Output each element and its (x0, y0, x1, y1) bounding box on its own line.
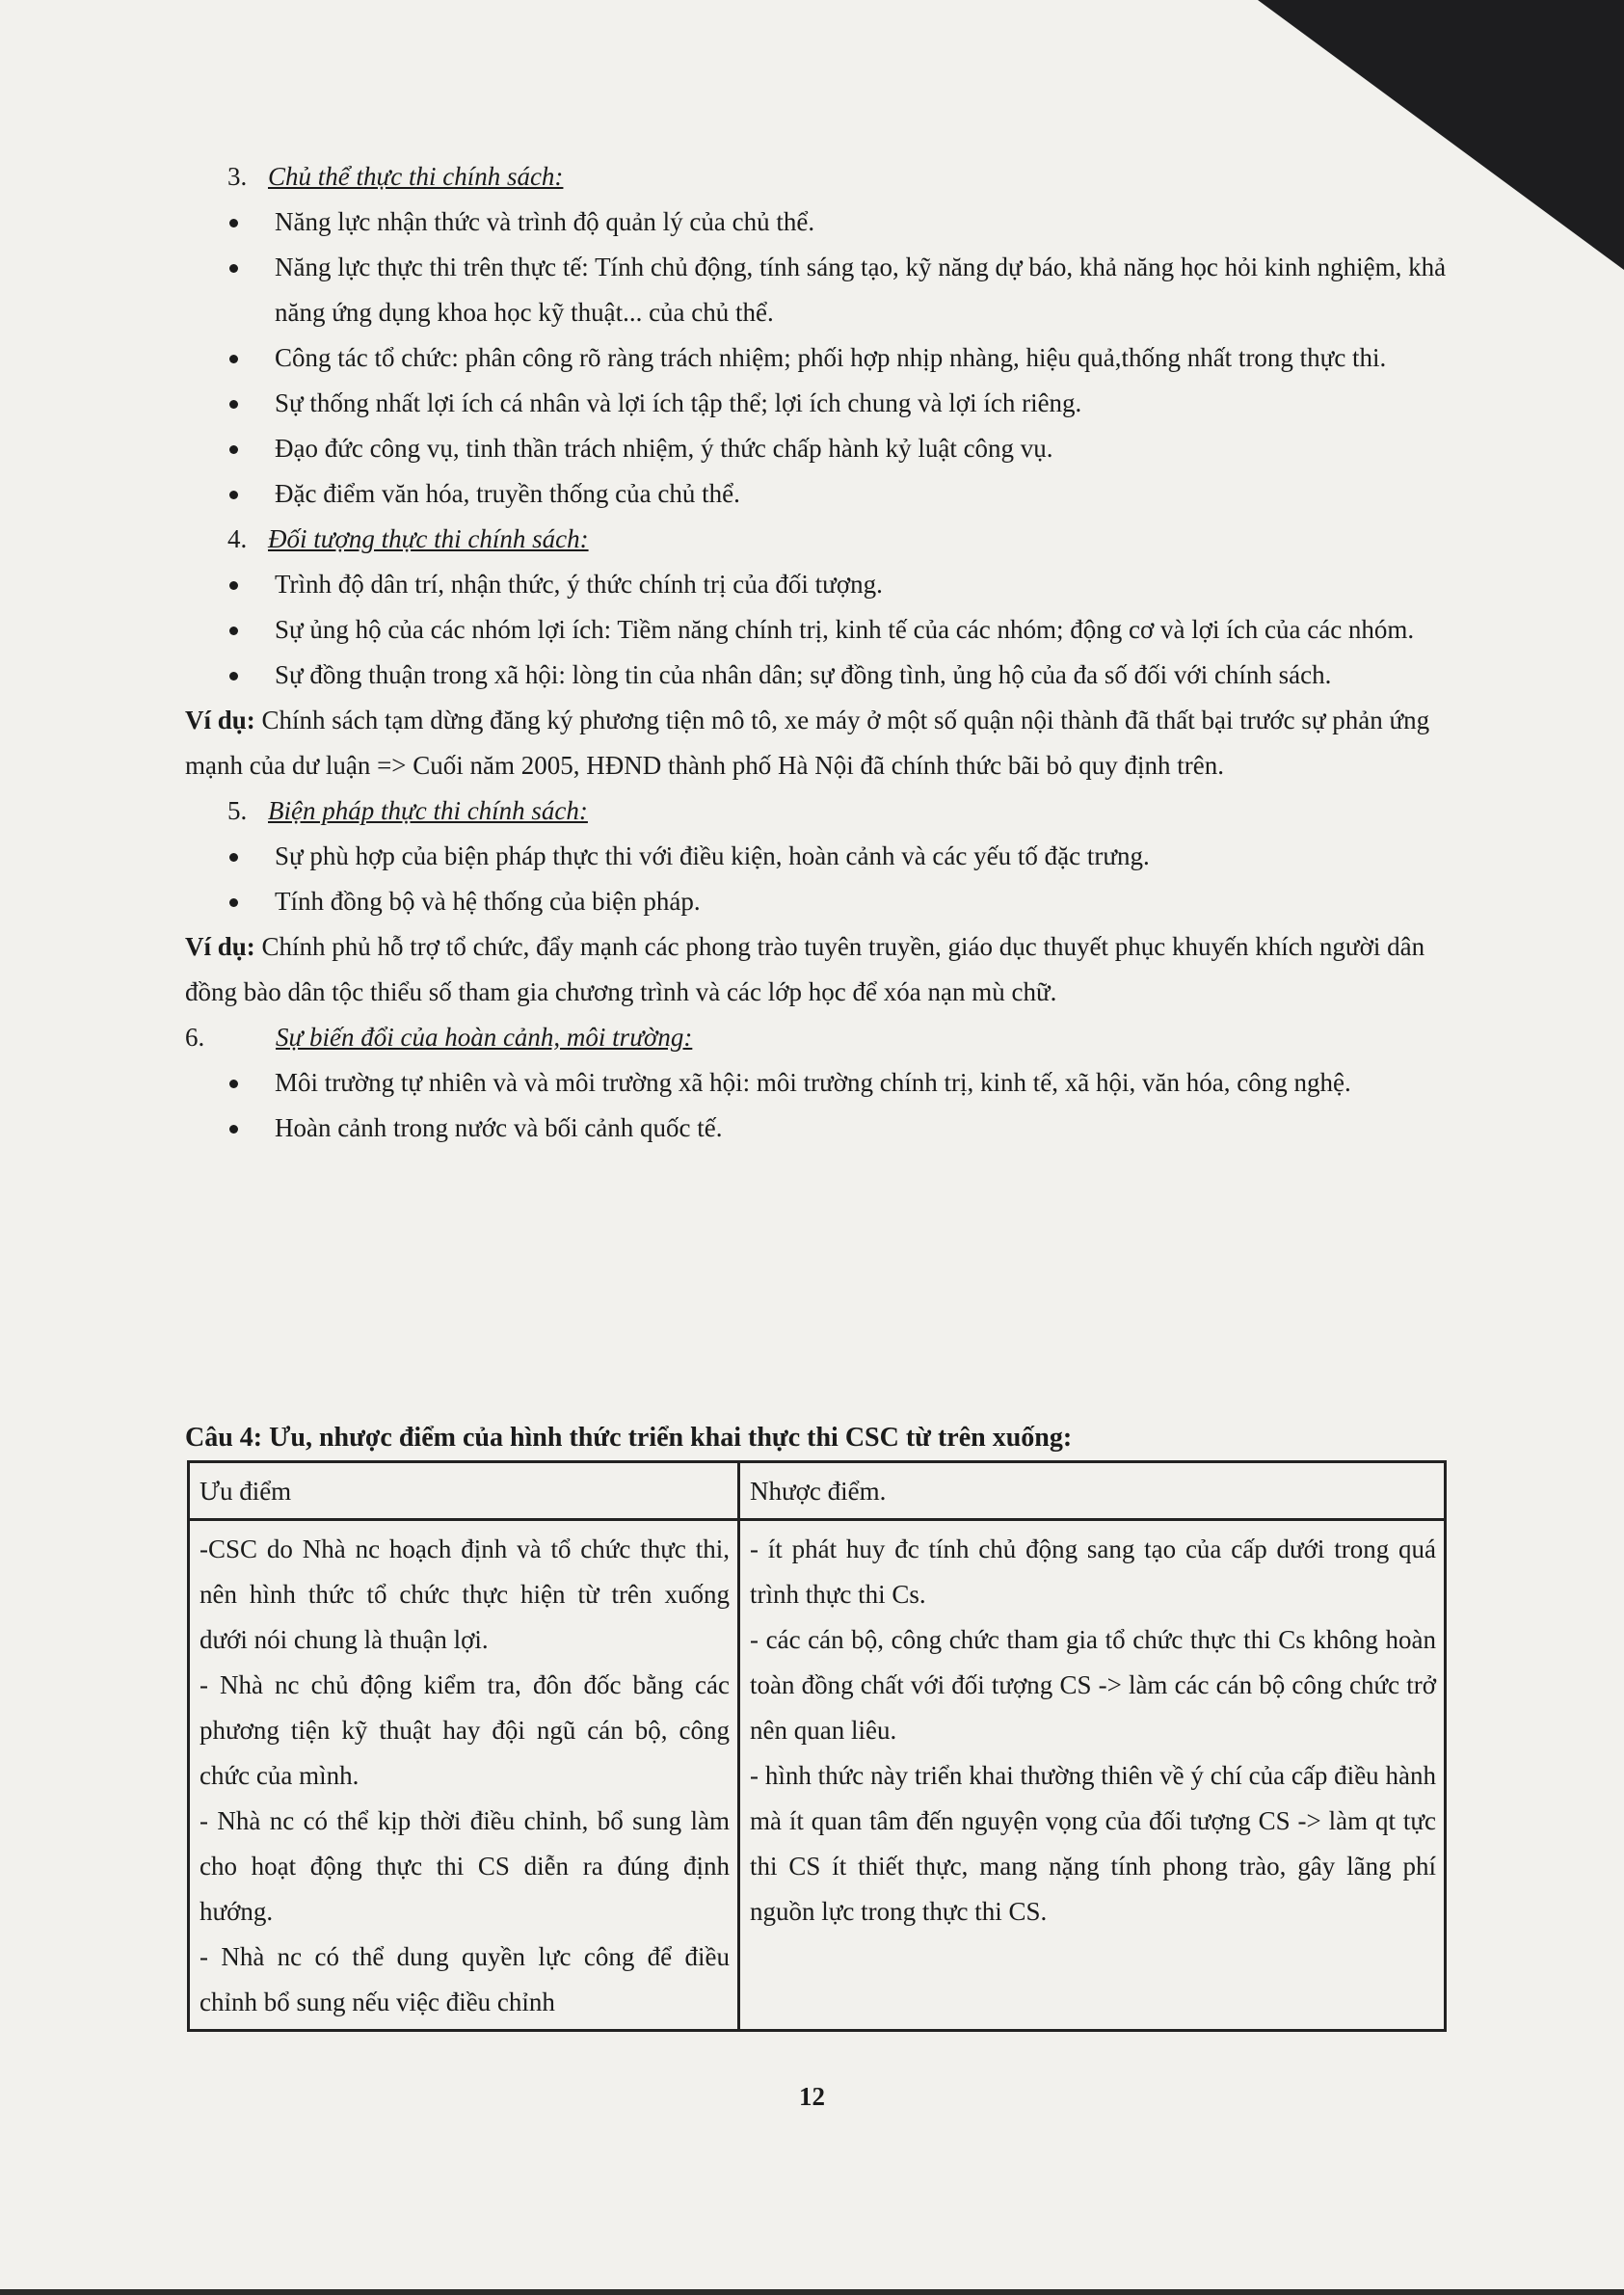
header-advantages: Ưu điểm (189, 1462, 739, 1520)
section-6-heading (185, 1015, 1457, 1060)
disadvantage-item: - ít phát huy đc tính chủ động sang tạo của cấp dưới trong quá trình thực thi Cs. (750, 1534, 1436, 1609)
header-disadvantages: Nhược điểm. (739, 1462, 1446, 1520)
section-number: 4. (227, 524, 248, 553)
advantage-item: -CSC do Nhà nc hoạch định và tổ chức thực thi, nên hình thức tổ chức thực hiện từ trên xuống dưới nói chung là thuận lợi. (200, 1534, 730, 1654)
section-3-heading (185, 154, 1457, 200)
table-header-row (189, 1462, 1446, 1520)
example-paragraph (185, 924, 1457, 1015)
section-title: Chủ thể thực thi chính sách: (268, 162, 564, 191)
section-title: Đối tượng thực thi chính sách: (268, 524, 589, 553)
list-item: Công tác tổ chức: phân công rõ ràng trách nhiệm; phối hợp nhịp nhàng, hiệu quả,thống nhất trong thực thi. (185, 335, 1457, 381)
disadvantage-item: - hình thức này triển khai thường thiên về ý chí của cấp điều hành mà ít quan tâm đến nguyện vọng của đối tượng CS -> làm qt tực thi CS ít thiết thực, mang nặng tính phong trào, gây lãng phí nguồn lực trong thực thi CS. (750, 1761, 1436, 1926)
example-text: Chính phủ hỗ trợ tổ chức, đẩy mạnh các phong trào tuyên truyền, giáo dục thuyết phục khuyến khích người dân đồng bào dân tộc thiểu số tham gia chương trình và các lớp học để xóa nạn mù chữ. (185, 932, 1425, 1006)
advantage-item: - Nhà nc có thể dung quyền lực công để điều chỉnh bổ sung nếu việc điều chỉnh (200, 1942, 730, 2016)
comparison-table (187, 1460, 1447, 2032)
list-item: Sự phù hợp của biện pháp thực thi với điều kiện, hoàn cảnh và các yếu tố đặc trưng. (185, 834, 1457, 879)
example-label: Ví dụ: (185, 932, 255, 961)
list-item: Đặc điểm văn hóa, truyền thống của chủ thể. (185, 471, 1457, 517)
section-number: 3. (227, 162, 248, 191)
example-text: Chính sách tạm dừng đăng ký phương tiện mô tô, xe máy ở một số quận nội thành đã thất bại trước sự phản ứng mạnh của dư luận => Cuối năm 2005, HĐND thành phố Hà Nội đã chính thức bãi bỏ quy định trên. (185, 706, 1430, 780)
advantages-cell (189, 1520, 739, 2031)
section-5-list (185, 834, 1457, 924)
question-4-title: Câu 4: Ưu, nhược điểm của hình thức triển khai thực thi CSC từ trên xuống: (185, 1423, 1073, 1453)
section-5-heading (185, 788, 1457, 834)
section-title: Sự biến đổi của hoàn cảnh, môi trường: (276, 1023, 693, 1052)
disadvantages-cell (739, 1520, 1446, 2031)
table-row (189, 1520, 1446, 2031)
advantage-item: - Nhà nc có thể kịp thời điều chỉnh, bổ sung làm cho hoạt động thực thi CS diễn ra đúng định hướng. (200, 1806, 730, 1926)
list-item: Năng lực thực thi trên thực tế: Tính chủ động, tính sáng tạo, kỹ năng dự báo, khả năng học hỏi kinh nghiệm, khả năng ứng dụng khoa học kỹ thuật... của chủ thể. (185, 245, 1457, 335)
section-3-list (185, 200, 1457, 517)
list-item: Tính đồng bộ và hệ thống của biện pháp. (185, 879, 1457, 924)
page-number: 12 (799, 2082, 825, 2111)
example-label: Ví dụ: (185, 706, 255, 734)
list-item: Môi trường tự nhiên và và môi trường xã hội: môi trường chính trị, kinh tế, xã hội, văn hóa, công nghệ. (185, 1060, 1457, 1106)
list-item: Trình độ dân trí, nhận thức, ý thức chính trị của đối tượng. (185, 562, 1457, 607)
list-item: Đạo đức công vụ, tinh thần trách nhiệm, ý thức chấp hành kỷ luật công vụ. (185, 426, 1457, 471)
list-item: Năng lực nhận thức và trình độ quản lý của chủ thể. (185, 200, 1457, 245)
section-6-list (185, 1060, 1457, 1151)
list-item: Hoàn cảnh trong nước và bối cảnh quốc tế. (185, 1106, 1457, 1151)
disadvantage-item: - các cán bộ, công chức tham gia tổ chức thực thi Cs không hoàn toàn đồng chất với đối tượng CS -> làm các cán bộ công chức trở nên quan liêu. (750, 1625, 1436, 1745)
list-item: Sự ủng hộ của các nhóm lợi ích: Tiềm năng chính trị, kinh tế của các nhóm; động cơ và lợi ích của các nhóm. (185, 607, 1457, 653)
advantage-item: - Nhà nc chủ động kiểm tra, đôn đốc bằng các phương tiện kỹ thuật hay đội ngũ cán bộ, công chức của mình. (200, 1670, 730, 1790)
section-number: 5. (227, 796, 248, 825)
document-body (185, 154, 1457, 1151)
list-item: Sự đồng thuận trong xã hội: lòng tin của nhân dân; sự đồng tình, ủng hộ của đa số đối với chính sách. (185, 653, 1457, 698)
section-title: Biện pháp thực thi chính sách: (268, 796, 588, 825)
scan-bottom-edge (0, 2289, 1624, 2295)
example-paragraph (185, 698, 1457, 788)
section-number: 6. (185, 1023, 205, 1052)
section-4-list (185, 562, 1457, 698)
list-item: Sự thống nhất lợi ích cá nhân và lợi ích tập thể; lợi ích chung và lợi ích riêng. (185, 381, 1457, 426)
section-4-heading (185, 517, 1457, 562)
